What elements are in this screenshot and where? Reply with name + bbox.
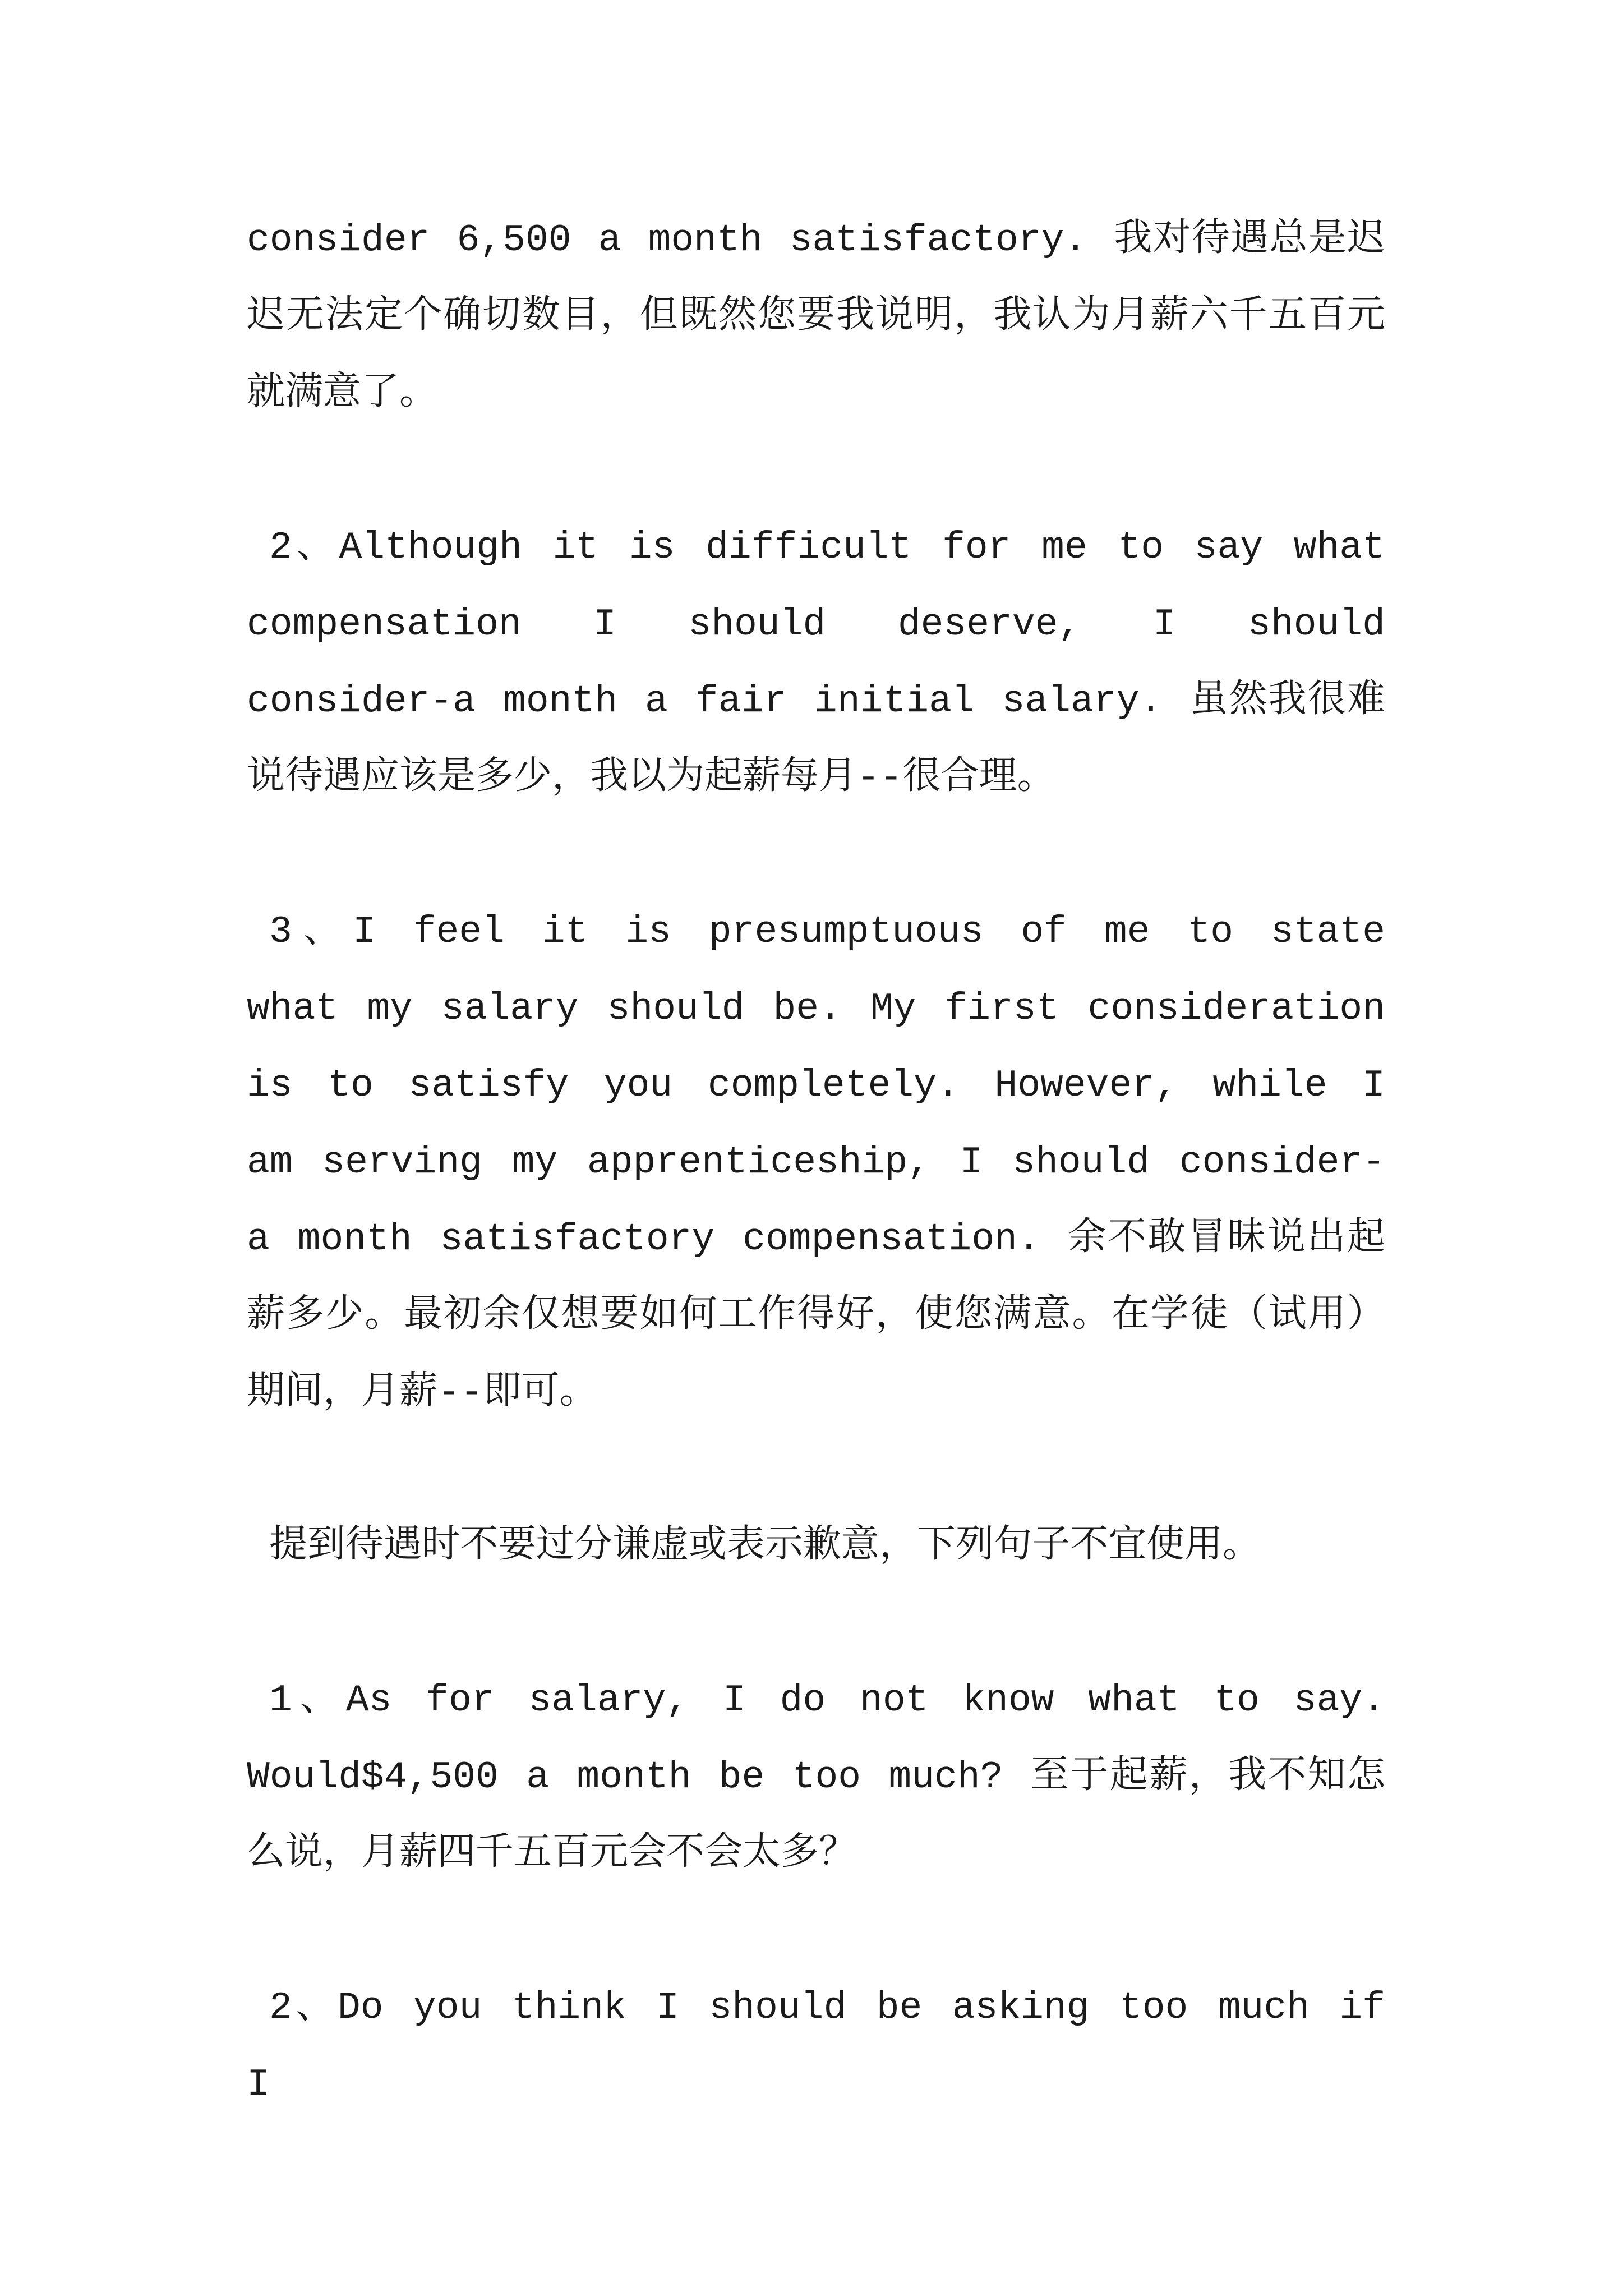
paragraph-avoid-example-1: 1、As for salary, I do not know what to say. Would$4,500 a month be too much? 至于起薪，我不知怎么说，月薪四千五百元会不会太多？ <box>247 1679 1385 1876</box>
document-body <box>247 202 1385 2123</box>
paragraph-avoid-example-2: 2、Do you think I should be asking too much if I <box>247 1986 1385 2106</box>
paragraph-advice-not-too-modest: 提到待遇时不要过分谦虚或表示歉意，下列句子不宜使用。 <box>269 1525 1261 1568</box>
paragraph-salary-satisfactory: consider 6,500 a month satisfactory. 我对待遇总是迟迟无法定个确切数目，但既然您要我说明，我认为月薪六千五百元就满意了。 <box>247 219 1385 416</box>
paragraph-example-3-apprenticeship: 3、I feel it is presumptuous of me to state what my salary should be. My first consideration is to satisfy you completely. However, while I am serving my apprenticeship, I should consider-a month satisfactory compensation. 余不敢冒昧说出起薪多少。最初余仅想要如何工作得好，使您满意。在学徒（试用）期间，月薪--即可。 <box>247 910 1385 1415</box>
paragraph-example-2-fair-initial-salary: 2、Although it is difficult for me to say what compensation I should deserve, I should consider-a month a fair initial salary. 虽然我很难说待遇应该是多少，我以为起薪每月--很合理。 <box>247 526 1385 800</box>
